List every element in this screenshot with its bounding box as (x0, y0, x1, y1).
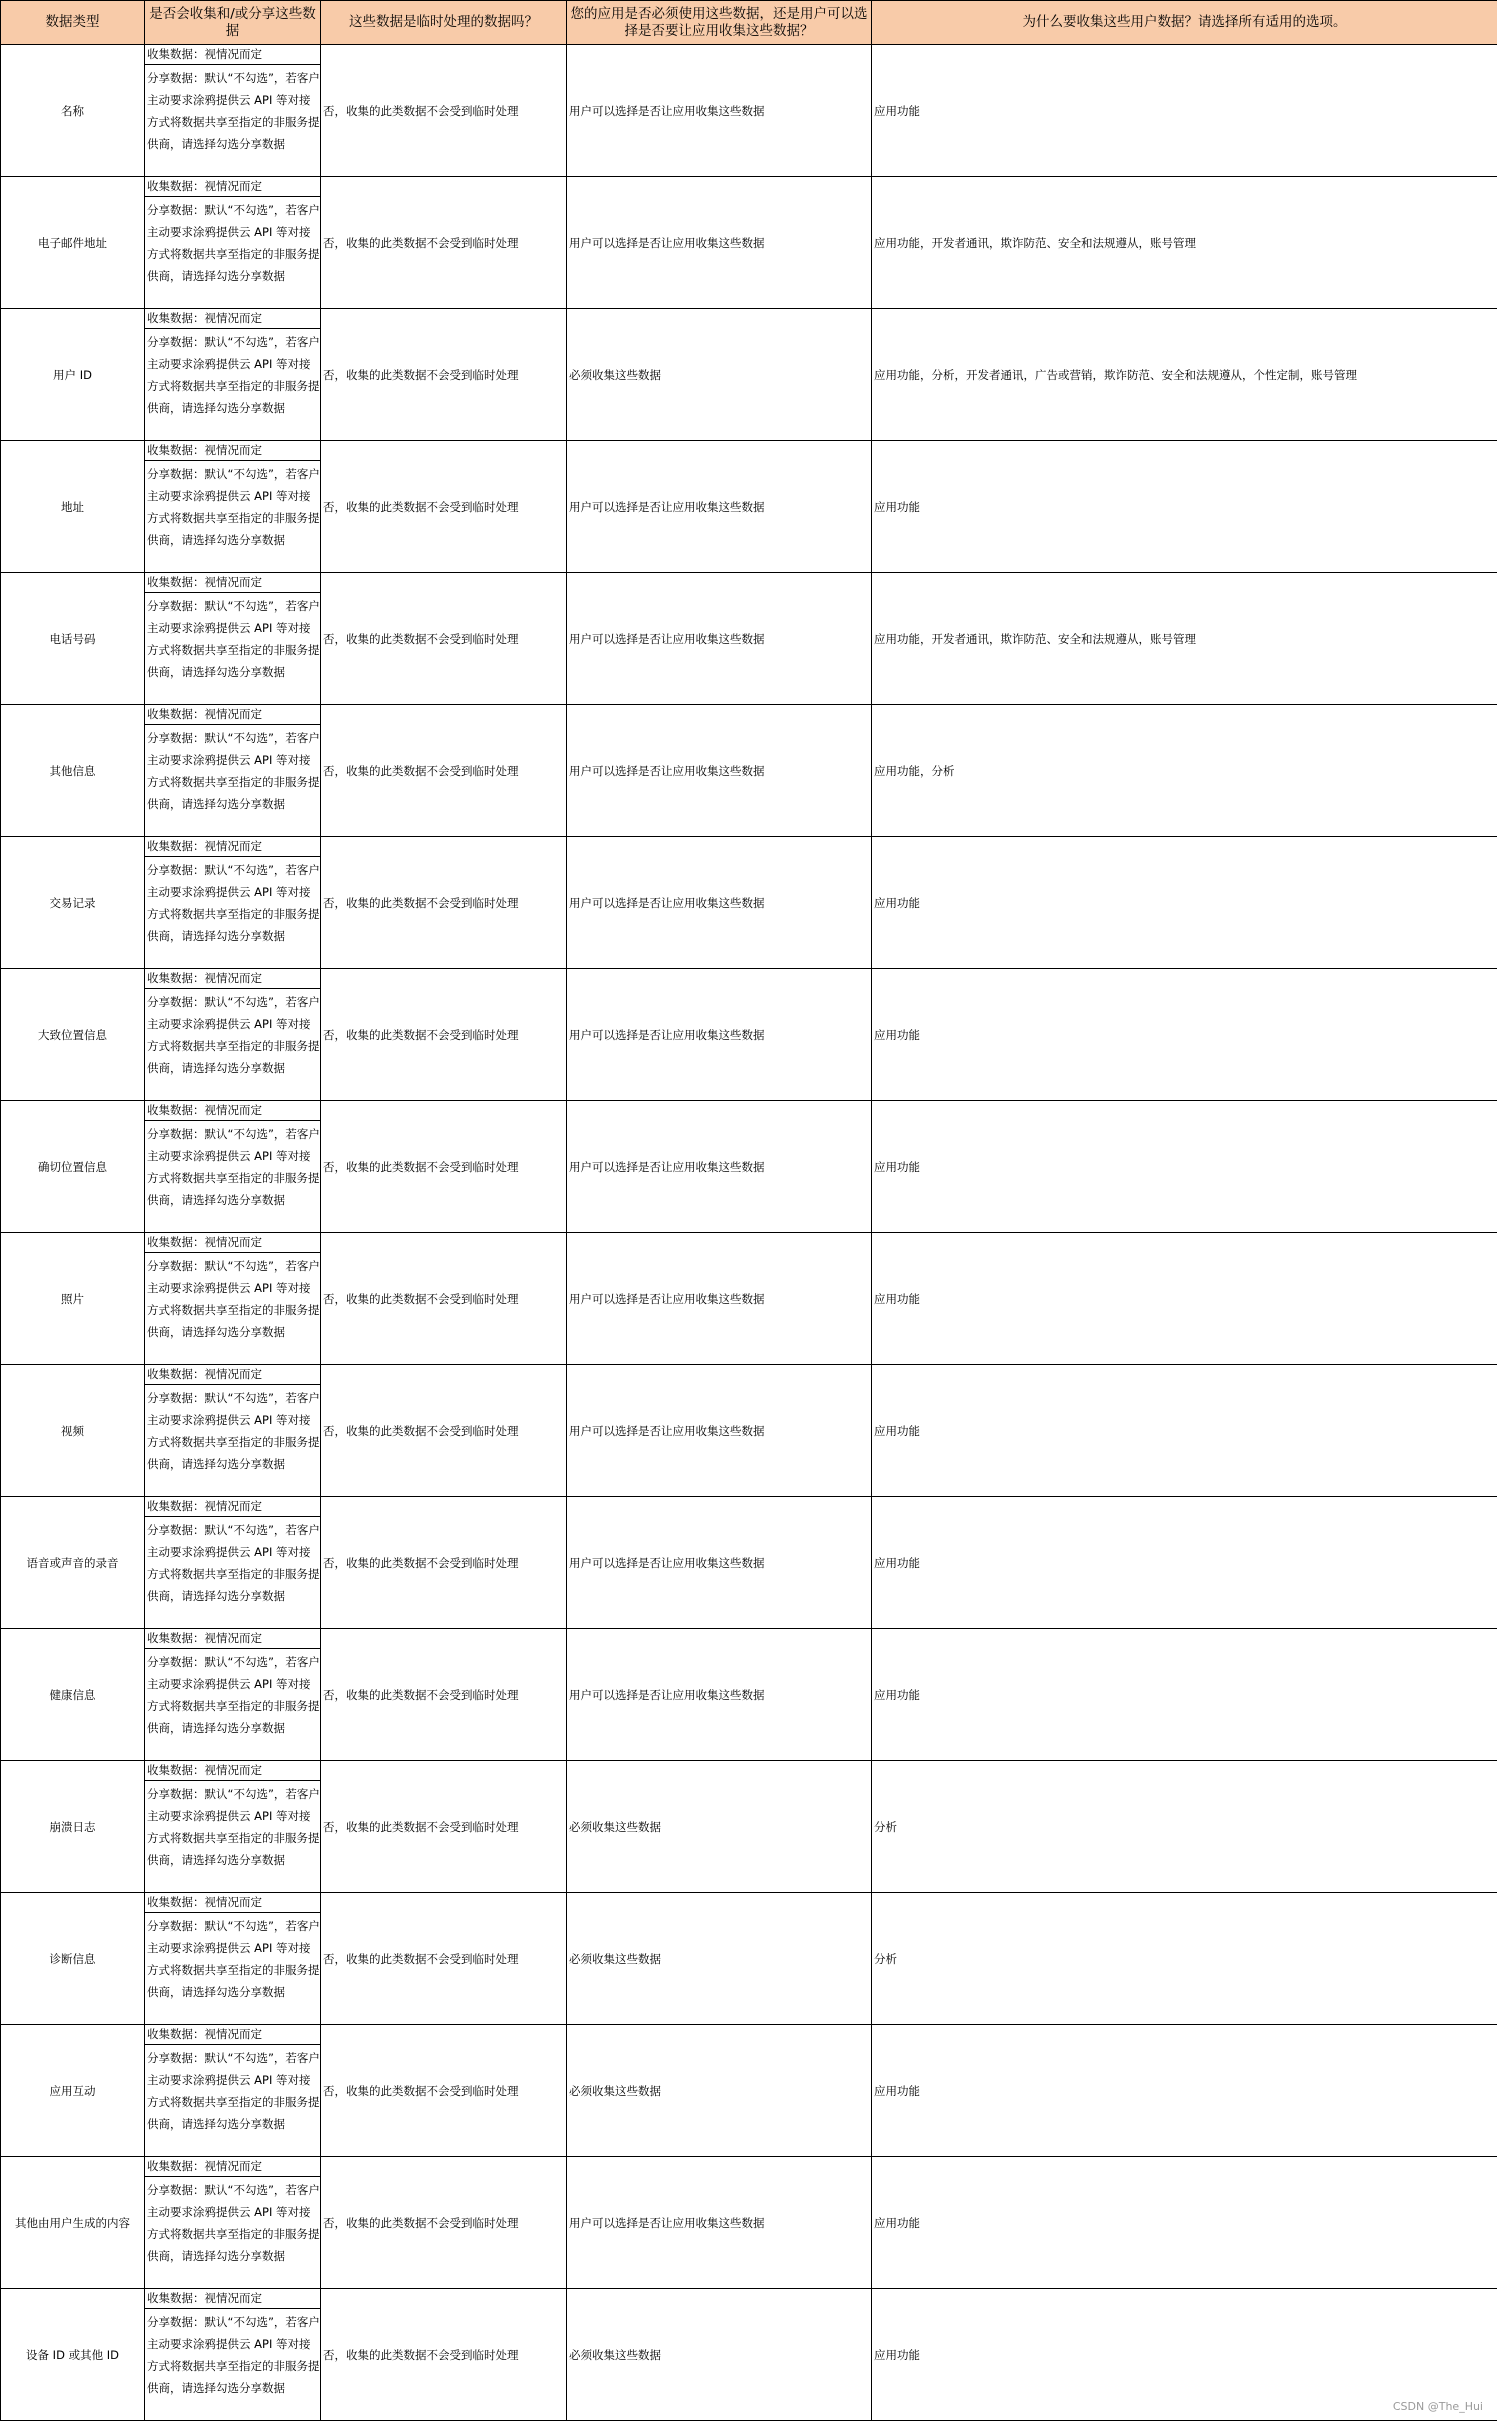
cell-required: 用户可以选择是否让应用收集这些数据 (567, 1365, 872, 1497)
cell-required: 用户可以选择是否让应用收集这些数据 (567, 1497, 872, 1629)
cell-purpose: 应用功能 (872, 2157, 1497, 2289)
header-purpose: 为什么要收集这些用户数据？请选择所有适用的选项。 (872, 1, 1497, 45)
cell-data-type: 名称 (1, 45, 145, 177)
collect-line: 收集数据：视情况而定 (145, 1497, 320, 1517)
cell-temporary: 否，收集的此类数据不会受到临时处理 (321, 705, 567, 837)
cell-temporary: 否，收集的此类数据不会受到临时处理 (321, 1233, 567, 1365)
header-collect-share: 是否会收集和/或分享这些数据 (145, 1, 321, 45)
table-row (1, 441, 1497, 573)
share-line: 分享数据：默认“不勾选”，若客户主动要求涂鸦提供云 API 等对接方式将数据共享至指定的非服务提供商，请选择勾选分享数据 (147, 995, 320, 1075)
cell-purpose: 应用功能 (872, 2025, 1497, 2157)
cell-temporary: 否，收集的此类数据不会受到临时处理 (321, 1365, 567, 1497)
header-required: 您的应用是否必须使用这些数据，还是用户可以选择是否要让应用收集这些数据？ (567, 1, 872, 45)
cell-purpose: 应用功能 (872, 1497, 1497, 1629)
cell-required: 用户可以选择是否让应用收集这些数据 (567, 177, 872, 309)
collect-line: 收集数据：视情况而定 (145, 837, 320, 857)
cell-collect-share (145, 45, 321, 177)
cell-data-type: 语音或声音的录音 (1, 1497, 145, 1629)
cell-purpose: 应用功能，开发者通讯，欺诈防范、安全和法规遵从，账号管理 (872, 573, 1497, 705)
cell-temporary: 否，收集的此类数据不会受到临时处理 (321, 45, 567, 177)
share-line: 分享数据：默认“不勾选”，若客户主动要求涂鸦提供云 API 等对接方式将数据共享至指定的非服务提供商，请选择勾选分享数据 (147, 71, 320, 151)
cell-purpose: 应用功能 (872, 1101, 1497, 1233)
cell-required: 用户可以选择是否让应用收集这些数据 (567, 969, 872, 1101)
table-row (1, 2289, 1497, 2421)
collect-line: 收集数据：视情况而定 (145, 705, 320, 725)
cell-required: 用户可以选择是否让应用收集这些数据 (567, 705, 872, 837)
watermark: CSDN @The_Hui (1392, 2400, 1483, 2413)
cell-collect-share (145, 573, 321, 705)
share-line: 分享数据：默认“不勾选”，若客户主动要求涂鸦提供云 API 等对接方式将数据共享至指定的非服务提供商，请选择勾选分享数据 (147, 1523, 320, 1603)
cell-data-type: 应用互动 (1, 2025, 145, 2157)
collect-line: 收集数据：视情况而定 (145, 2289, 320, 2309)
header-data-type: 数据类型 (1, 1, 145, 45)
cell-purpose: 分析 (872, 1761, 1497, 1893)
cell-data-type: 崩溃日志 (1, 1761, 145, 1893)
cell-collect-share (145, 1761, 321, 1893)
cell-purpose: 应用功能，分析，开发者通讯，广告或营销，欺诈防范、安全和法规遵从，个性定制，账号管理 (872, 309, 1497, 441)
collect-line: 收集数据：视情况而定 (145, 2157, 320, 2177)
cell-purpose: 分析 (872, 1893, 1497, 2025)
cell-collect-share (145, 2289, 321, 2421)
share-line: 分享数据：默认“不勾选”，若客户主动要求涂鸦提供云 API 等对接方式将数据共享至指定的非服务提供商，请选择勾选分享数据 (147, 1391, 320, 1471)
share-line: 分享数据：默认“不勾选”，若客户主动要求涂鸦提供云 API 等对接方式将数据共享至指定的非服务提供商，请选择勾选分享数据 (147, 1787, 320, 1867)
cell-temporary: 否，收集的此类数据不会受到临时处理 (321, 1893, 567, 2025)
cell-required: 必须收集这些数据 (567, 1761, 872, 1893)
cell-collect-share (145, 441, 321, 573)
cell-required: 必须收集这些数据 (567, 2025, 872, 2157)
cell-purpose: 应用功能 (872, 1629, 1497, 1761)
cell-data-type: 地址 (1, 441, 145, 573)
cell-collect-share (145, 1497, 321, 1629)
cell-collect-share (145, 1629, 321, 1761)
cell-collect-share (145, 2025, 321, 2157)
table-header-row (1, 1, 1497, 45)
table-row (1, 45, 1497, 177)
cell-required: 用户可以选择是否让应用收集这些数据 (567, 1629, 872, 1761)
share-line: 分享数据：默认“不勾选”，若客户主动要求涂鸦提供云 API 等对接方式将数据共享至指定的非服务提供商，请选择勾选分享数据 (147, 2051, 320, 2131)
cell-temporary: 否，收集的此类数据不会受到临时处理 (321, 837, 567, 969)
collect-line: 收集数据：视情况而定 (145, 177, 320, 197)
cell-collect-share (145, 1893, 321, 2025)
collect-line: 收集数据：视情况而定 (145, 1365, 320, 1385)
cell-purpose: 应用功能 (872, 2289, 1497, 2421)
cell-purpose: 应用功能 (872, 45, 1497, 177)
collect-line: 收集数据：视情况而定 (145, 441, 320, 461)
cell-data-type: 设备 ID 或其他 ID (1, 2289, 145, 2421)
table-row (1, 2025, 1497, 2157)
collect-line: 收集数据：视情况而定 (145, 969, 320, 989)
cell-required: 用户可以选择是否让应用收集这些数据 (567, 441, 872, 573)
header-temporary: 这些数据是临时处理的数据吗？ (321, 1, 567, 45)
cell-purpose: 应用功能 (872, 837, 1497, 969)
cell-required: 用户可以选择是否让应用收集这些数据 (567, 45, 872, 177)
cell-required: 必须收集这些数据 (567, 1893, 872, 2025)
cell-temporary: 否，收集的此类数据不会受到临时处理 (321, 1761, 567, 1893)
collect-line: 收集数据：视情况而定 (145, 2025, 320, 2045)
cell-collect-share (145, 705, 321, 837)
cell-required: 用户可以选择是否让应用收集这些数据 (567, 837, 872, 969)
cell-data-type: 确切位置信息 (1, 1101, 145, 1233)
collect-line: 收集数据：视情况而定 (145, 1761, 320, 1781)
table-row (1, 1761, 1497, 1893)
cell-required: 用户可以选择是否让应用收集这些数据 (567, 573, 872, 705)
cell-data-type: 照片 (1, 1233, 145, 1365)
collect-line: 收集数据：视情况而定 (145, 1893, 320, 1913)
cell-temporary: 否，收集的此类数据不会受到临时处理 (321, 1629, 567, 1761)
cell-data-type: 诊断信息 (1, 1893, 145, 2025)
cell-purpose: 应用功能 (872, 1365, 1497, 1497)
table-row (1, 837, 1497, 969)
cell-required: 必须收集这些数据 (567, 2289, 872, 2421)
share-line: 分享数据：默认“不勾选”，若客户主动要求涂鸦提供云 API 等对接方式将数据共享至指定的非服务提供商，请选择勾选分享数据 (147, 1919, 320, 1999)
table-row (1, 573, 1497, 705)
cell-collect-share (145, 2157, 321, 2289)
cell-purpose: 应用功能，分析 (872, 705, 1497, 837)
cell-temporary: 否，收集的此类数据不会受到临时处理 (321, 441, 567, 573)
share-line: 分享数据：默认“不勾选”，若客户主动要求涂鸦提供云 API 等对接方式将数据共享至指定的非服务提供商，请选择勾选分享数据 (147, 863, 320, 943)
cell-collect-share (145, 1233, 321, 1365)
collect-line: 收集数据：视情况而定 (145, 573, 320, 593)
cell-temporary: 否，收集的此类数据不会受到临时处理 (321, 177, 567, 309)
cell-temporary: 否，收集的此类数据不会受到临时处理 (321, 309, 567, 441)
cell-temporary: 否，收集的此类数据不会受到临时处理 (321, 1101, 567, 1233)
cell-collect-share (145, 177, 321, 309)
cell-temporary: 否，收集的此类数据不会受到临时处理 (321, 1497, 567, 1629)
collect-line: 收集数据：视情况而定 (145, 1233, 320, 1253)
cell-temporary: 否，收集的此类数据不会受到临时处理 (321, 2025, 567, 2157)
cell-data-type: 健康信息 (1, 1629, 145, 1761)
table-row (1, 1893, 1497, 2025)
cell-temporary: 否，收集的此类数据不会受到临时处理 (321, 573, 567, 705)
cell-collect-share (145, 969, 321, 1101)
table-row (1, 1365, 1497, 1497)
collect-line: 收集数据：视情况而定 (145, 1101, 320, 1121)
share-line: 分享数据：默认“不勾选”，若客户主动要求涂鸦提供云 API 等对接方式将数据共享至指定的非服务提供商，请选择勾选分享数据 (147, 2315, 320, 2395)
cell-collect-share (145, 1101, 321, 1233)
cell-purpose: 应用功能 (872, 441, 1497, 573)
share-line: 分享数据：默认“不勾选”，若客户主动要求涂鸦提供云 API 等对接方式将数据共享至指定的非服务提供商，请选择勾选分享数据 (147, 1259, 320, 1339)
table-row (1, 309, 1497, 441)
cell-required: 必须收集这些数据 (567, 309, 872, 441)
cell-purpose: 应用功能 (872, 969, 1497, 1101)
cell-required: 用户可以选择是否让应用收集这些数据 (567, 1233, 872, 1365)
cell-collect-share (145, 1365, 321, 1497)
table-row (1, 1101, 1497, 1233)
collect-line: 收集数据：视情况而定 (145, 45, 320, 65)
cell-purpose: 应用功能，开发者通讯，欺诈防范、安全和法规遵从，账号管理 (872, 177, 1497, 309)
cell-data-type: 大致位置信息 (1, 969, 145, 1101)
table-row (1, 2157, 1497, 2289)
collect-line: 收集数据：视情况而定 (145, 309, 320, 329)
cell-data-type: 其他由用户生成的内容 (1, 2157, 145, 2289)
share-line: 分享数据：默认“不勾选”，若客户主动要求涂鸦提供云 API 等对接方式将数据共享至指定的非服务提供商，请选择勾选分享数据 (147, 1127, 320, 1207)
share-line: 分享数据：默认“不勾选”，若客户主动要求涂鸦提供云 API 等对接方式将数据共享至指定的非服务提供商，请选择勾选分享数据 (147, 1655, 320, 1735)
cell-temporary: 否，收集的此类数据不会受到临时处理 (321, 2289, 567, 2421)
share-line: 分享数据：默认“不勾选”，若客户主动要求涂鸦提供云 API 等对接方式将数据共享至指定的非服务提供商，请选择勾选分享数据 (147, 599, 320, 679)
share-line: 分享数据：默认“不勾选”，若客户主动要求涂鸦提供云 API 等对接方式将数据共享至指定的非服务提供商，请选择勾选分享数据 (147, 467, 320, 547)
cell-required: 用户可以选择是否让应用收集这些数据 (567, 2157, 872, 2289)
share-line: 分享数据：默认“不勾选”，若客户主动要求涂鸦提供云 API 等对接方式将数据共享至指定的非服务提供商，请选择勾选分享数据 (147, 203, 320, 283)
cell-temporary: 否，收集的此类数据不会受到临时处理 (321, 2157, 567, 2289)
cell-data-type: 电话号码 (1, 573, 145, 705)
cell-data-type: 电子邮件地址 (1, 177, 145, 309)
table-body (1, 45, 1497, 2421)
table-row (1, 1629, 1497, 1761)
cell-data-type: 视频 (1, 1365, 145, 1497)
cell-purpose: 应用功能 (872, 1233, 1497, 1365)
cell-data-type: 用户 ID (1, 309, 145, 441)
cell-collect-share (145, 309, 321, 441)
table-row (1, 1497, 1497, 1629)
table-row (1, 1233, 1497, 1365)
share-line: 分享数据：默认“不勾选”，若客户主动要求涂鸦提供云 API 等对接方式将数据共享至指定的非服务提供商，请选择勾选分享数据 (147, 2183, 320, 2263)
table-row (1, 177, 1497, 309)
table-row (1, 969, 1497, 1101)
table-row (1, 705, 1497, 837)
share-line: 分享数据：默认“不勾选”，若客户主动要求涂鸦提供云 API 等对接方式将数据共享至指定的非服务提供商，请选择勾选分享数据 (147, 335, 320, 415)
cell-temporary: 否，收集的此类数据不会受到临时处理 (321, 969, 567, 1101)
share-line: 分享数据：默认“不勾选”，若客户主动要求涂鸦提供云 API 等对接方式将数据共享至指定的非服务提供商，请选择勾选分享数据 (147, 731, 320, 811)
collect-line: 收集数据：视情况而定 (145, 1629, 320, 1649)
cell-collect-share (145, 837, 321, 969)
cell-data-type: 交易记录 (1, 837, 145, 969)
cell-data-type: 其他信息 (1, 705, 145, 837)
cell-required: 用户可以选择是否让应用收集这些数据 (567, 1101, 872, 1233)
